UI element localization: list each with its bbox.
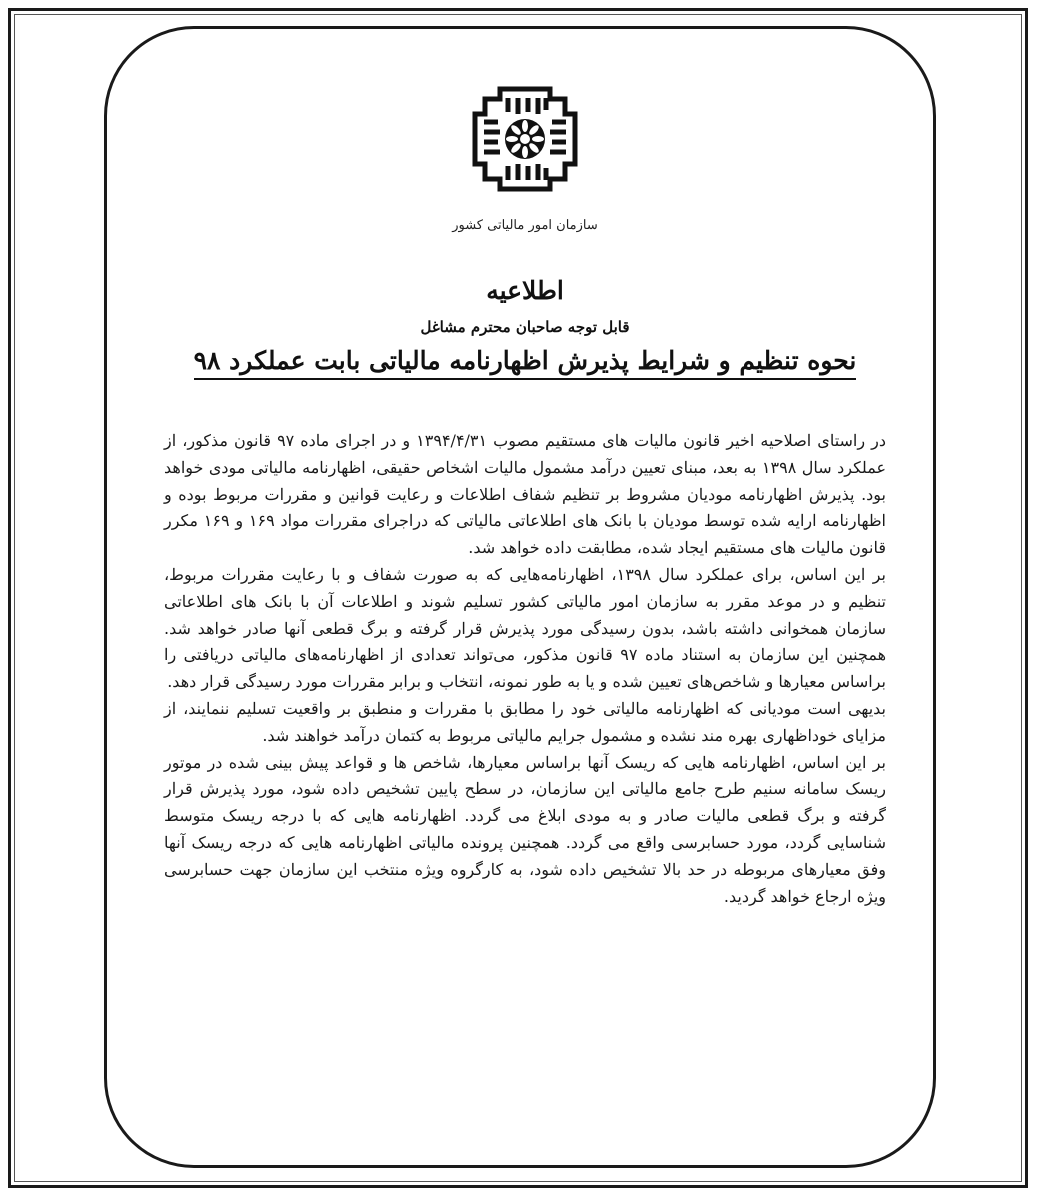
main-heading: [180, 346, 870, 375]
organization-logo: [470, 84, 580, 194]
notice-title: اطلاعیه: [486, 276, 564, 305]
paragraph-1: در راستای اصلاحیه اخیر قانون مالیات های مستقیم مصوب ۱۳۹۴/۴/۳۱ و در اجرای ماده ۹۷ قانون مذکور، از عملکرد سال ۱۳۹۸ به بعد، مبنای تعیین درآمد مشمول مالیات اشخاص حقیقی، اظهارنامه مالیاتی مودی خواهد بود. پذیرش اظهارنامه مودیان مشروط بر تنظیم شفاف اطلاعات و رعایت قوانین و مقررات مربوط بوده و اظهارنامه ارایه شده توسط مودیان با بانک های اطلاعاتی مالیاتی که دراجرای مقررات مواد ۱۶۹ و ۱۶۹ مکرر قانون مالیات های مستقیم ایجاد شده، مطابقت داده خواهد شد.: [164, 431, 887, 558]
paragraph-3: بدیهی است مودیانی که اظهارنامه مالیاتی خود را مطابق با مقررات و منطبق بر واقعیت تسلیم ننمایند، از مزایای خوداظهاری بهره مند نشده و مشمول جرایم مالیاتی مربوط به کتمان درآمد خواهند شد.: [164, 698, 886, 745]
organization-name: سازمان امور مالیاتی کشور: [452, 218, 598, 233]
addressee-line: قابل توجه صاحبان محترم مشاغل: [420, 318, 630, 336]
main-heading-text: نحوه تنظیم و شرایط پذیرش اظهارنامه مالیاتی بابت عملکرد ۹۸: [194, 346, 857, 380]
notice-body: [164, 428, 886, 910]
paragraph-4: بر این اساس، اظهارنامه هایی که ریسک آنها براساس معیارها، شاخص ها و قواعد پیش بینی شده در موتور ریسک سامانه سنیم طرح جامع مالیاتی این سازمان، در سطح پایین تشخیص داده شود، مورد پذیرش قرار گرفته و برگ قطعی مالیات صادر و به مودی ابلاغ می گردد. اظهارنامه هایی که با درجه ریسک متوسط شناسایی گردد، مورد حسابرسی واقع می گردد. همچنین پرونده مالیاتی اظهارنامه هایی که درجه ریسک آنها وفق معیارهای مربوطه در حد بالا تشخیص داده شود، به کارگروه ویژه منتخب این سازمان جهت حسابرسی ویژه ارجاع خواهد گردید.: [164, 752, 886, 906]
paragraph-2: بر این اساس، برای عملکرد سال ۱۳۹۸، اظهارنامه‌هایی که به صورت شفاف و با رعایت مقررات مربوط، تنظیم و در موعد مقرر به سازمان امور مالیاتی کشور تسلیم شوند و اطلاعات آن با بانک های اطلاعاتی سازمان همخوانی داشته باشد، بدون رسیدگی مورد پذیرش قرار گرفته و برگ قطعی آنها صادر خواهد شد. همچنین این سازمان به استناد ماده ۹۷ قانون مذکور، می‌تواند تعدادی از اظهارنامه‌های مالیاتی دریافتی را براساس معیارها و شاخص‌های تعیین شده و یا به طور نمونه، انتخاب و برابر مقررات مورد رسیدگی قرار دهد.: [164, 564, 887, 692]
